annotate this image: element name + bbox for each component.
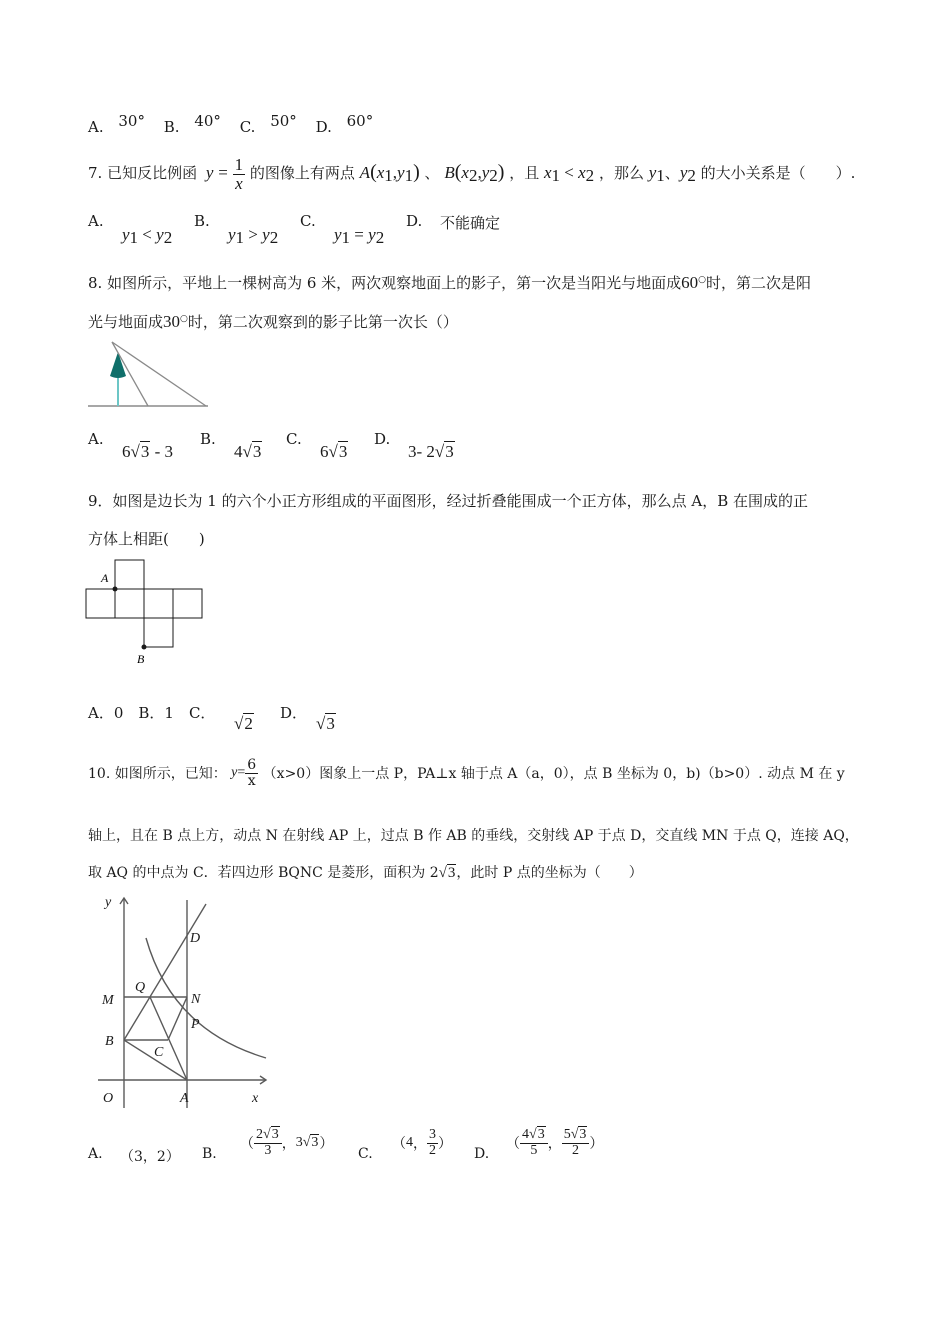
q10-func-denominator: x <box>247 772 256 789</box>
net-square-1 <box>86 589 115 618</box>
q8-line2-text-a: 光与地面成 <box>88 313 164 331</box>
q10-func-eq: = <box>237 765 246 781</box>
q7-point-a-open-paren: ( <box>370 161 377 183</box>
q7-func-fraction <box>233 156 246 193</box>
q6-option-d-label: D. <box>315 118 332 136</box>
q9-option-d-expr: √3 <box>316 714 335 733</box>
q9-stem-line-2: 方体上相距( ) <box>88 530 205 548</box>
label-o: O <box>103 1091 114 1106</box>
q8-option-b-expr: 4√3 <box>234 442 262 461</box>
q8-line2-text-b: 时，第二次观察到的影子比第一次长（） <box>187 313 458 331</box>
label-a: A <box>180 1091 189 1106</box>
label-q: Q <box>135 980 146 995</box>
q10-option-a-label: A. <box>88 1146 103 1162</box>
q6-option-b-label: B. <box>163 118 180 136</box>
q8-option-d-label: D. <box>374 430 391 448</box>
q7-options <box>88 212 788 252</box>
q7-condition-x1: x <box>543 163 552 182</box>
q10-stem-line-1 <box>88 758 845 788</box>
q8-option-c-label: C. <box>286 430 302 448</box>
q9-stem-line-1: 9．如图是边长为 1 的六个小正方形组成的平面图形，经过折叠能围成一个正方体，那么点 A，B 在围成的正 <box>88 492 809 510</box>
q7-point-a: A <box>359 163 371 182</box>
q10-option-a-text: （3，2） <box>120 1149 180 1165</box>
q7-stem-text-2: 的图像上有两点 <box>249 164 355 182</box>
q7-option-c-label: C. <box>300 212 316 230</box>
net-square-4 <box>173 589 202 618</box>
q7-option-c-expr: $y_1 = y_2$ <box>334 225 385 247</box>
net-square-top <box>115 560 144 589</box>
point-a-label: A <box>101 571 109 585</box>
q8-line1-text-b: 时，第二次是阳 <box>706 274 812 292</box>
q7-stem-text-4: ，那么 <box>598 164 644 182</box>
q8-line1-text-a: 8. 如图所示，平地上一棵树高为 6 米，两次观察地面上的影子，第一次是当阳光与地面成 <box>88 274 682 292</box>
label-c: C <box>154 1045 164 1060</box>
q8-option-a-expr: 6√3 - 3 <box>122 442 174 461</box>
sun-ray-30 <box>112 342 206 406</box>
q8-stem-line-2: 光与地面成30○时，第二次观察到的影子比第一次长（） <box>88 312 458 331</box>
q8-options <box>88 430 588 470</box>
q7-option-b-expr: $y_1 > y_2$ <box>228 225 279 247</box>
tree-crown <box>110 352 126 378</box>
q10-option-d-label: D. <box>474 1146 490 1162</box>
q10-line1-text-a: 10. 如图所示，已知： <box>88 766 227 783</box>
q7-stem-text-5: 的大小关系是（ ）. <box>700 164 856 182</box>
q7-stem: 7. 已知反比例函 y = $\frac{1}{x}$ 的图像上有两点 $A(x_1,y_1)$ 、 $B(x_2,y_2)$ ，且 $x_1 < x_2$ ，那么 $y_1$、$y_2$ 的大小关系是（ ）. <box>88 154 856 193</box>
q6-option-d-value: 60° <box>346 112 374 130</box>
q10-geometry-figure <box>94 890 270 1110</box>
q7-func-numerator: 1 <box>234 154 244 174</box>
net-square-2 <box>115 589 144 618</box>
segment-cn <box>168 997 187 1040</box>
q7-func-denominator: x <box>235 173 243 193</box>
q9-options-ab: A．0 B．1 C． <box>88 704 216 722</box>
q10-func-y: y <box>231 765 238 781</box>
q7-func-y: y <box>205 163 214 182</box>
q9-options <box>88 702 488 742</box>
q7-point-b: B <box>444 163 455 182</box>
q9-option-d-label: D． <box>280 704 308 722</box>
q10-option-b-label: B. <box>202 1146 217 1162</box>
q8-angle-30: 30 <box>163 312 181 331</box>
q7-option-a-label: A. <box>88 212 104 230</box>
q10-line3-radicand: 3 <box>447 865 456 881</box>
q10-func-numerator: 6 <box>247 757 257 773</box>
q8-option-d-expr: 3- 2√3 <box>408 442 454 461</box>
label-d: D <box>190 931 201 946</box>
label-x: x <box>252 1091 259 1106</box>
q8-angle-60: 60 <box>681 273 699 292</box>
point-b-dot <box>142 645 147 650</box>
q10-option-c-label: C. <box>358 1146 373 1162</box>
label-n: N <box>191 992 201 1007</box>
q8-stem-line-1: 8. 如图所示，平地上一棵树高为 6 米，两次观察地面上的影子，第一次是当阳光与地面成60○时，第二次是阳 <box>88 273 812 292</box>
q10-line3-text-a: 取 AQ 的中点为 C．若四边形 BQNC 是菱形，面积为 2 <box>88 865 439 881</box>
q7-option-a-expr: $y_1 < y_2$ <box>122 225 173 247</box>
q8-option-b-label: B. <box>200 430 216 448</box>
q6-option-b-value: 40° <box>194 112 221 130</box>
q9-cube-net-figure <box>84 556 208 668</box>
q10-option-c-expr: （4， $\frac{3}{2}$ ） <box>392 1127 452 1158</box>
q7-stem-text-3: ，且 <box>509 164 540 182</box>
label-p: P <box>191 1017 200 1032</box>
q7-number: 7. <box>88 164 103 182</box>
q10-option-d-expr: （ $\frac{4√3}{5}$ ， $\frac{5√3}{2}$ ） <box>506 1127 604 1158</box>
q7-option-d-text: 不能确定 <box>440 214 501 232</box>
q8-option-a-label: A. <box>88 430 104 448</box>
q7-stem-text-1: 已知反比例函 <box>107 164 198 182</box>
q6-option-a-value: 30° <box>118 112 145 130</box>
q7-option-d-label: D. <box>406 212 423 230</box>
label-b: B <box>105 1034 114 1049</box>
q6-option-c-label: C. <box>239 118 256 136</box>
point-b-label: B <box>137 652 145 666</box>
q6-option-c-value: 50° <box>270 112 297 130</box>
q10-stem-line-2: 轴上，且在 B 点上方，动点 N 在射线 AP 上，过点 B 作 AB 的垂线，交射线 AP 于点 D，交直线 MN 于点 Q，连接 AQ， <box>88 828 859 844</box>
q7-option-b-label: B. <box>194 212 210 230</box>
q10-line1-text-b: （x>0）图象上一点 P，PA⊥x 轴于点 A（a，0），点 B 坐标为 0，b)（b>0）. 动点 M 在 y <box>262 766 845 783</box>
q7-func-eq: = <box>218 163 228 182</box>
q10-stem-line-3: 取 AQ 的中点为 C．若四边形 BQNC 是菱形，面积为 2√3，此时 P 点的坐标为（ ） <box>88 865 643 881</box>
q8-option-c-expr: 6√3 <box>320 442 348 461</box>
q6-options <box>88 112 374 136</box>
q10-option-b-expr: （ $\frac{2√3}{3}$ ，3√3） <box>240 1127 334 1158</box>
net-square-bottom <box>144 618 173 647</box>
q6-option-a-label: A. <box>88 118 104 136</box>
q10-options <box>88 1128 708 1174</box>
label-m: M <box>102 993 114 1008</box>
label-y: y <box>105 895 112 910</box>
q8-tree-figure <box>86 338 210 410</box>
net-square-3 <box>144 589 173 618</box>
point-a-dot <box>113 587 118 592</box>
q7-point-a-x: x <box>376 163 385 182</box>
q9-option-c-expr: √2 <box>234 714 253 733</box>
q10-func-fraction <box>245 758 258 788</box>
q10-line3-text-b: ，此时 P 点的坐标为（ ） <box>456 865 643 881</box>
